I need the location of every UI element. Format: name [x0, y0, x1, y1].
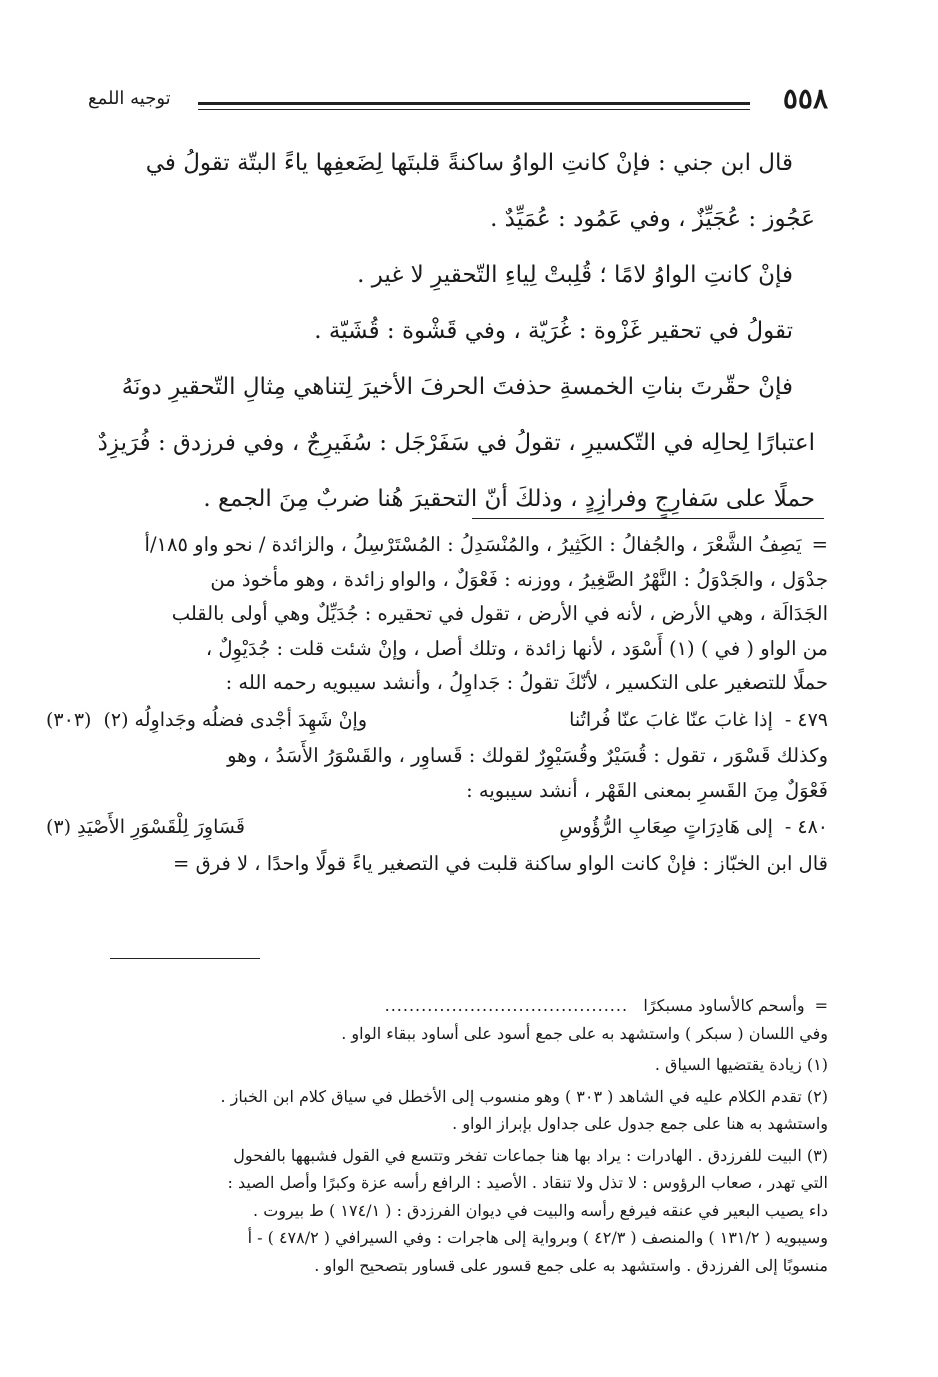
- footnote-line: واستشهد به هنا على جمع جدول على جداول بإبراز الواو .: [452, 1114, 828, 1133]
- main-line: تقولُ في تحقير غَزْوة : غُرَيّة ، وفي قَشْوة : قُشَيّة .: [314, 318, 793, 344]
- continuation-marker: =: [814, 996, 828, 1015]
- footnote-line: داء يصيب البعير في عنقه فيرفع رأسه والبيت في ديوان الفرزدق : ( ١٧٤/١ ) ط بيروت .: [253, 1200, 828, 1220]
- verse-second-half: وإنْ شَهِدَ أجْدى فضلُه وجَداوِلُه (٢): [103, 708, 368, 731]
- main-line: حملًا على سَفارِجٍ وفرازِدٍ ، وذلكَ أنّ التحقيرَ هُنا ضربٌ مِنَ الجمع .: [203, 486, 815, 512]
- footnote-line: التي تهدر ، صعاب الرؤوس : لا تذل ولا تنقاد . الأصيد : الرافع رأسه عزة وكبرًا وأصل الصيد :: [227, 1173, 828, 1192]
- footnote-verse-carry: [98, 992, 828, 1020]
- footnote-line: (١) زيادة يقتضيها السياق .: [654, 1055, 828, 1074]
- commentary-line: جدْوَل ، والجَدْوَلُ : النَّهْرُ الصَّغِيرُ ، ووزنه : فَعْوَلٌ ، والواو زائدة ، وهو مأخوذ من: [210, 567, 828, 591]
- page-number: ٥٥٨: [782, 82, 828, 115]
- verse-first-half: إلى هَادِرَاتٍ صِعَابِ الرُّؤُوسِ: [559, 816, 773, 838]
- footnote-rule: [110, 958, 260, 959]
- footnote-line: (٢) تقدم الكلام عليه في الشاهد ( ٣٠٣ ) وهو منسوب إلى الأخطل في سياق كلام ابن الخباز .: [220, 1086, 828, 1106]
- verse-second-half: قَسَاوِرَ لِلْقَسْوَرِ الأَصْيَدِ (٣): [46, 816, 245, 838]
- commentary-line: [38, 528, 828, 563]
- running-title: توجيه اللمع: [88, 88, 171, 109]
- main-line: فإنْ حقّرتَ بناتِ الخمسةِ حذفتَ الحرفَ الأخيرَ لِتناهي مِثالِ التّحقيرِ دونَهُ: [121, 374, 793, 400]
- commentary-line: الجَدَالَة ، وهي الأرض ، لأنه في الأرض ، تقول في تحقيره : جُدَيِّلٌ وهي أولى بالقلب: [171, 602, 828, 625]
- commentary-line: من الواو ( في ) (١) أَسْوَد ، لأنها زائدة ، وتلك أصل ، وإنْ شئت قلت : جُدَيْوِلٌ ،: [205, 636, 828, 660]
- section-divider: [472, 518, 824, 519]
- verse-reference: (٣٠٣): [46, 708, 92, 731]
- verse-480: [38, 808, 828, 847]
- verse-carry-text: وأسحم كالأساود مسبكرًا: [643, 996, 805, 1015]
- verse-479: [38, 701, 828, 740]
- footnotes: [98, 992, 828, 1279]
- main-text: [95, 135, 815, 527]
- header-rule: [198, 102, 750, 110]
- page-header: [88, 82, 828, 122]
- footnote-line: (٣) البيت للفرزدق . الهادرات : يراد بها هنا جماعات تفخر وتتسع في القول فشبهها بالفحول: [233, 1145, 828, 1165]
- commentary-line: حملًا للتصغير على التكسير ، لأنّكَ تقولُ : جَداوِلُ ، وأنشد سيبويه رحمه الله :: [225, 671, 828, 694]
- main-line: فإنْ كانتِ الواوُ لامًا ؛ قُلِبتْ لِياءِ التّحقيرِ لا غير .: [357, 262, 793, 288]
- footnote-line: منسوبًا إلى الفرزدق . واستشهد به على جمع قسور على قساور بتصحيح الواو .: [314, 1255, 828, 1275]
- verse-first-half: إذا غابَ عنّا غابَ عنّا فُراتُنا: [569, 708, 773, 731]
- commentary-line: فَعْوَلٌ مِنَ القَسرِ بمعنى القَهْر ، أنشد سيبويه :: [466, 778, 828, 802]
- footnote-line: وسيبويه ( ١٣١/٢ ) والمنصف ( ٤٢/٣ ) وبرواية إلى هاجرات : وفي السيرافي ( ٤٧٨/٢ ) - أ: [247, 1228, 828, 1247]
- main-line: عَجُوز : عُجَيِّزٌ ، وفي عَمُود : عُمَيِّدٌ .: [490, 206, 815, 232]
- verse-carry-dots: ........................................: [384, 996, 629, 1015]
- commentary-line: وكذلك قَسْوَر ، تقول : قُسَيْرٌ وقُسَيْوِرٌ لقولك : قَساوِر ، والقَسْوَرُ الأَسَدُ ، وهو: [227, 744, 828, 767]
- main-line: اعتبارًا لِحالِه في التّكسيرِ ، تقولُ في سَفَرْجَل : سُفَيرِجٌ ، وفي فرزدق : فُرَيزِدٌ: [97, 430, 815, 456]
- commentary-text: يَصِفُ الشَّعْرَ ، والجُفالُ : الكَثِيرُ ، والمُنْسَدِلُ : المُسْتَرْسِلُ ، والزائدة / نحو واو ١٨٥/أ: [144, 533, 802, 556]
- verse-number: ٤٧٩ -: [784, 708, 828, 731]
- main-line: قال ابن جني : فإنْ كانتِ الواوُ ساكنةً قلبتَها لِضَعفِها ياءً البتّة تقولُ في: [145, 150, 793, 176]
- commentary-line: قال ابن الخبّاز : فإنْ كانت الواو ساكنة قلبت في التصغير ياءً قولًا واحدًا ، لا فرق =: [173, 851, 828, 875]
- verse-number: ٤٨٠ -: [784, 816, 828, 838]
- commentary: [38, 528, 828, 881]
- continuation-marker: =: [811, 533, 828, 556]
- footnote-line: وفي اللسان ( سبكر ) واستشهد به على جمع أسود على أساود ببقاء الواو .: [341, 1023, 828, 1043]
